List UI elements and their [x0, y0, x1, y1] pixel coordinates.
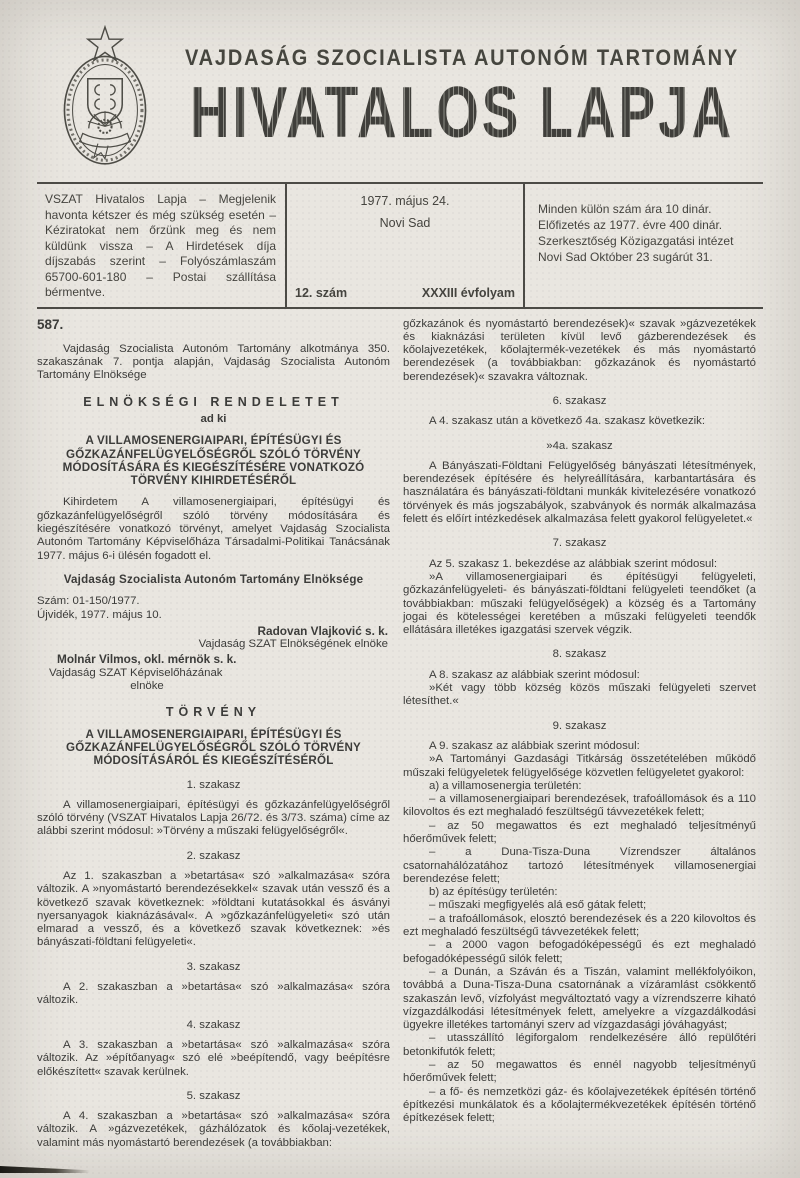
section-3-label: 3. szakasz: [186, 960, 241, 973]
section-6-text: A 4. szakasz után a következő 4a. szakasz következik:: [429, 415, 706, 428]
signer2-title-line2: elnöke: [130, 680, 164, 693]
section-7-intro: Az 5. szakasz 1. bekezdése az alábbiak szerint módosul:: [429, 557, 718, 570]
section-9-item: – a 2000 vagon befogadóképességű és ezt meghaladó befogadóképességű silók felett;: [403, 939, 756, 965]
section-8-intro: A 8. szakasz az alábbiak szerint módosul:: [429, 668, 640, 681]
section-9-item: b) az építésügy területén:: [429, 886, 558, 899]
volume-number: XXXIII évfolyam: [421, 285, 515, 300]
section-9-item: – utasszállító légiforgalom rendelkezésére álló repülőtéri betonkifutók felett;: [403, 1032, 756, 1058]
document-number: Szám: 01-150/1977.: [37, 595, 140, 608]
section-2-text: Az 1. szakaszban a »betartása« szó »alkalmazása« szóra változik. A »nyomástartó berendezésekkel« szavak után vessző és a következő szavak következnek: »földtani kutatásokkal és ásványi nyersanyagok kiaknázásával«. A »gőzkazánfelügyeleti« szó után elmarad a vessző, és a következő szavak következnek: »és bányászati-földtani felügyeleti«.: [37, 870, 390, 949]
section-4-label: 4. szakasz: [186, 1018, 241, 1031]
section-9-item: – a Duna-Tisza-Duna Vízrendszer általános csatornahálózatához tartozó létesítmények villamosenergiai berendezése felett;: [403, 846, 756, 885]
issue-date: 1977. május 24.: [360, 194, 450, 208]
section-9-item: – az 50 megawattos és ennél nagyobb teljesítményű hőerőművek felett;: [403, 1059, 756, 1085]
price-line: Minden külön szám ára 10 dinár.: [538, 202, 712, 216]
section-7-label: 7. szakasz: [552, 537, 607, 550]
section-2-label: 2. szakasz: [186, 849, 241, 862]
vojvodina-coat-of-arms-icon: [49, 24, 161, 174]
section-7-text: »A villamosenergiaipari és építésügyi felügyeleti, gőzkazánfelügyeleti- és bányászati-földtani felügyeleti teendőket (a továbbiakban: műszaki felügyelőségek) a község és a Tartomány jogai és kötelességei keretében a műszaki felügyeleti teendők ellátására illetékes igazgatási szervek végzik.: [403, 570, 756, 637]
price-info-box: [525, 184, 763, 307]
section-9-item: – a villamosenergiaipari berendezések, trafoállomások és a 110 kilovoltos és ezt meghaladó feszültségű távvezetékek felett;: [403, 793, 756, 819]
law-heading: TÖRVÉNY: [165, 705, 262, 720]
section-9-item: – a trafoállomások, elosztó berendezések és a 220 kilovoltos és ezt meghaladó feszültségű távvezetékek felett;: [403, 912, 756, 939]
subscription-line: Előfizetés az 1977. évre 400 dinár.: [538, 218, 723, 232]
masthead-header: [37, 0, 763, 182]
section-5-continuation: gőzkazánok és nyomástartó berendezések)« szavak »gázvezetékek és kiaknázási területen kívül levő gázberendezések és kőolajvezetékek, kőolajtermék-vezetékek és más nyomástartó berendezések (a továbbiakban: gőzkazánok és nyomástartó berendezések)« szavakra változnak.: [403, 317, 756, 383]
intro-paragraph: Vajdaság Szocialista Autonóm Tartomány alkotmánya 350. szakaszának 7. pontja alapján, Vajdaság Szocialista Autonóm Tartomány Elnöksége: [37, 342, 390, 382]
issue-info-box: [287, 184, 525, 307]
section-9-item: – az 50 megawattos és ezt meghaladó teljesítményű hőerőművek felett;: [403, 819, 756, 845]
publication-info-box: VSZAT Hivatalos Lapja – Megjelenik havonta kétszer és még szükség esetén – Kéziratokat nem őrzünk meg és nem küldünk vissza – A Hirdetések díja díjszabás szerint – Folyószámlaszám 65700-601-180 – Postai szállítása bérmentve.: [37, 184, 287, 307]
left-column: [37, 318, 390, 1151]
decree-verb: ad ki: [200, 412, 227, 425]
section-4a-text: A Bányászati-Földtani Felügyelőség bányászati létesítmények, berendezések építésére és helyreállítására, karbantartására és használatára és bányászati-földtani munkák kivitelezésére vonatkozó törvények és más jogszabályok, szabványok és normák alkalmazása felett és előírt intézkedések alkalmazása felett gyakorol felügyeletet.«: [403, 459, 756, 526]
section-9-item: – a fő- és nemzetközi gáz- és kőolajvezetékek építésén történő építkezési munkálatok és a kőolajtermékvezetékek építésén történő építkezések felett;: [403, 1085, 756, 1125]
law-subject: A VILLAMOSENERGIAIPARI, ÉPÍTÉSÜGYI ÉS GŐZKAZÁNFELÜGYELŐSÉGRŐL SZÓLÓ TÖRVÉNY MÓDOSÍTÁSÁRÓL ÉS KIEGÉSZÍTÉSÉRŐL: [66, 727, 361, 768]
signer1-name: Radovan Vlajković s. k.: [257, 623, 388, 638]
section-5-label: 5. szakasz: [186, 1089, 241, 1102]
gazette-title: HIVATALOS LAPJA: [167, 76, 757, 149]
address-line: Novi Sad Október 23 sugárút 31.: [538, 250, 713, 264]
masthead-info-row: [37, 182, 763, 309]
section-1-label: 1. szakasz: [186, 778, 241, 791]
province-name: VAJDASÁG SZOCIALISTA AUTONÓM TARTOMÁNY: [185, 46, 739, 71]
issue-place: Novi Sad: [379, 216, 431, 230]
signer2-name: Molnár Vilmos, okl. mérnök s. k.: [57, 652, 237, 667]
section-3-text: A 2. szakaszban a »betartása« szó »alkalmazása« szóra változik.: [37, 981, 390, 1007]
signer2-title-line1: Vajdaság SZAT Képviselőházának: [49, 666, 223, 679]
section-9-item: – a Dunán, a Száván és a Tiszán, valamint mellékfolyóikon, továbbá a Duna-Tisza-Duna csatornának a vízáramlást csökkentő szakaszán levő, vízfolyást megváltoztató vagy a vízrendszerre kiható vízgazdálkodási létesítmények felett, amelyekre a vízgazdálkodási ügyekre illetékes tartományi szerv ad vízgazdasági jóváhagyást;: [403, 965, 756, 1032]
masthead-titles: [161, 24, 763, 153]
issuer-line: Vajdaság Szocialista Autonóm Tartomány Elnöksége: [63, 572, 364, 586]
section-9-label: 9. szakasz: [552, 719, 607, 732]
section-1-text: A villamosenergiaipari, építésügyi és gőzkazánfelügyelőségről szóló törvény (VSZAT Hivatalos Lapja 26/72. és 3/73. száma) címe az alábbi szerint módosul: »Törvény a műszaki felügyelőségről«.: [37, 798, 390, 838]
section-4-text: A 3. szakaszban a »betartása« szó »alkalmazása« szóra változik. Az »építőanyag« szó elé »beépítendő, vagy beépítésre előkészített« szavak kerülnek.: [37, 1038, 390, 1078]
article-number: 587.: [37, 316, 64, 332]
signer1-title: Vajdaság SZAT Elnökségének elnöke: [198, 638, 388, 651]
section-9-intro: A 9. szakasz az alábbiak szerint módosul:: [429, 739, 640, 752]
issue-number: 12. szám: [295, 285, 348, 300]
promulgation-paragraph: Kihirdetem A villamosenergiaipari, építésügyi és gőzkazánfelügyelőségről szóló törvény módosítására és kiegészítésére vonatkozó törvényt, amelyet Vajdaság Szocialista Autonóm Tartomány Képviselőháza Társadalmi-Politikai Tanácsának 1977. május 6-i ülésén fogadott el.: [37, 496, 390, 562]
section-9-item: – műszaki megfigyelés alá eső gátak felett;: [429, 899, 647, 912]
section-4a-label: »4a. szakasz: [546, 439, 613, 452]
editorial-line: Szerkesztőség Közigazgatási intézet: [538, 234, 734, 248]
decree-subject: A VILLAMOSENERGIAIPARI, ÉPÍTÉSÜGYI ÉS GŐZKAZÁNFELÜGYELŐSÉGRŐL SZÓLÓ TÖRVÉNY MÓDOSÍTÁSÁRA ÉS KIEGÉSZÍTÉSÉRE VONATKOZÓ TÖRVÉNY KIHIRDETÉSÉRŐL: [62, 434, 365, 488]
section-5-text: A 4. szakaszban a »betartása« szó »alkalmazása« szóra változik. A »gázvezetékek, gázhálózatok és kőolaj-vezetékek, valamint más nyomástartó berendezések (a továbbiakban:: [37, 1110, 390, 1149]
article-body: [37, 309, 763, 1151]
section-9-text: »A Tartományi Gazdasági Titkárság összetételében működő műszaki felügyeletek felügyelősége közvetlen felügyeletet gyakorol:: [403, 753, 756, 779]
place-date-line: Újvidék, 1977. május 10.: [37, 608, 162, 621]
section-6-label: 6. szakasz: [552, 394, 607, 407]
right-column: [403, 318, 756, 1151]
section-8-text: »Két vagy több község közös műszaki felügyeleti szervet létesíthet.«: [403, 682, 756, 708]
section-9-item: a) a villamosenergia területén:: [429, 779, 582, 792]
section-8-label: 8. szakasz: [552, 648, 607, 661]
decree-heading: ELNÖKSÉGI RENDELETET: [83, 394, 344, 409]
